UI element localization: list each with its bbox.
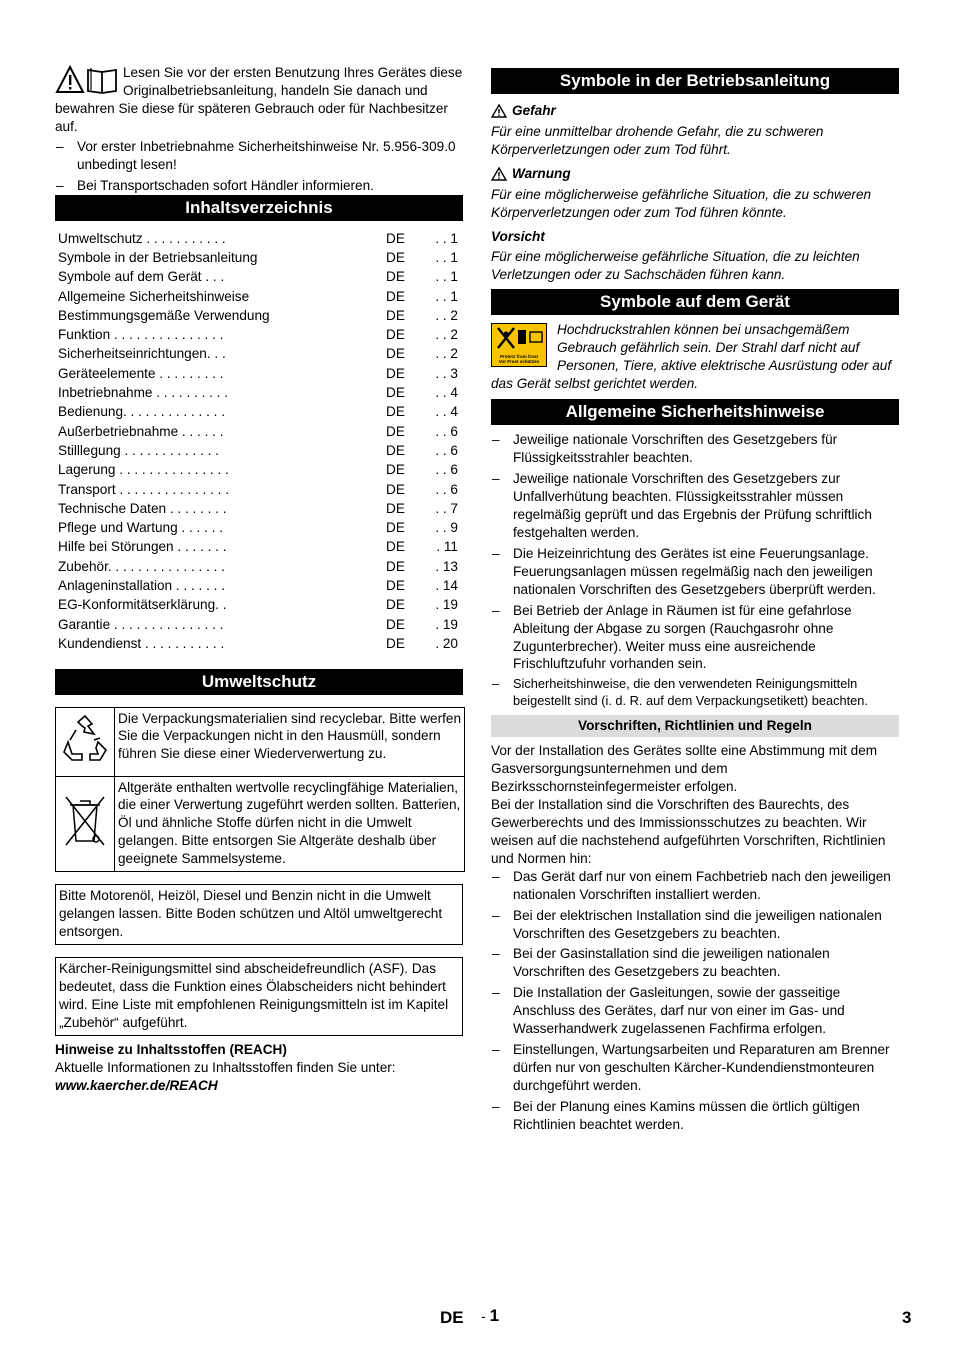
device-warning-label-icon <box>491 323 547 367</box>
toc-entry-lang: DE <box>386 635 405 651</box>
toc-entry-lang: DE <box>386 462 405 478</box>
toc-entry-page: . . 9 <box>435 520 458 536</box>
toc-entry-page: . . 1 <box>435 230 458 246</box>
toc-row[interactable] <box>55 306 463 325</box>
list-item: – Die Installation der Gasleitungen, sowie der gasseitige Anschluss des Gerätes, darf nur von einer im Gas- und Wasserhandwerk zugelassenen Fachfirma erfolgen. <box>491 984 899 1038</box>
vorschriften-heading: Vorschriften, Richtlinien und Regeln <box>491 715 899 737</box>
toc-entry-lang: DE <box>386 481 405 497</box>
warning-triangle-icon <box>491 104 507 118</box>
toc-entry-title: Hilfe bei Störungen . . . . . . . <box>58 539 227 555</box>
list-item: – Das Gerät darf nur von einem Fachbetrieb nach den jeweiligen nationalen Vorschriften installiert werden. <box>491 868 899 904</box>
toc-entry-title: Funktion . . . . . . . . . . . . . . . <box>58 327 224 343</box>
toc-entry-lang: DE <box>386 346 405 362</box>
frost-label-line1: Protect from frost <box>499 354 538 360</box>
intro-text: Lesen Sie vor der ersten Benutzung Ihres Gerätes diese Originalbetriebsanleitung, handeln Sie danach und bewahren Sie diese für späteren Gebrauch oder für Nachbesitzer auf. <box>55 65 463 134</box>
toc-entry-title: Anlageninstallation . . . . . . . <box>58 578 225 594</box>
symbole-ba-heading: Symbole in der Betriebsanleitung <box>491 68 899 94</box>
toc-row[interactable] <box>55 287 463 306</box>
toc-entry-title: Zubehör. . . . . . . . . . . . . . . . <box>58 558 225 574</box>
toc-entry-title: Stilllegung . . . . . . . . . . . . . <box>58 442 219 458</box>
oil-note: Bitte Motorenöl, Heizöl, Diesel und Benzin nicht in die Umwelt gelangen lassen. Bitte Boden schützen und Altöl umweltgerecht entsorgen. <box>55 884 463 945</box>
toc-entry-lang: DE <box>386 539 405 555</box>
toc-entry-title: Bestimmungsgemäße Verwendung <box>58 307 270 323</box>
eco-table <box>55 707 465 873</box>
footer-local-page <box>481 1305 499 1327</box>
toc-entry-title: Symbole auf dem Gerät . . . <box>58 269 225 285</box>
symbole-geraet-text: Hochdruckstrahlen können bei unsachgemäßem Gebrauch gefährlich sein. Der Strahl darf nicht auf Personen, Tiere, aktive elektrische Ausrüstung oder auf das Gerät selbst gerichtet werden. <box>491 322 892 392</box>
list-item: – Bei Betrieb der Anlage in Räumen ist für eine gefahrlose Ableitung der Abgase zu sorgen (Rauchgasrohr ohne Zugunterbrecher). Weiter muss eine ausreichende Frischluftzufuhr vorhanden sein. <box>491 602 899 674</box>
vorschriften-para1: Vor der Installation des Gerätes sollte eine Abstimmung mit dem Gasversorgungsunternehmen und dem Bezirksschornsteinfegermeister erfolgen. <box>491 743 878 795</box>
toc-entry-title: Außerbetriebnahme . . . . . . <box>58 423 224 439</box>
toc-entry-page: . . 4 <box>435 404 458 420</box>
toc-entry-lang: DE <box>386 520 405 536</box>
toc-row[interactable] <box>55 576 463 595</box>
toc-row[interactable] <box>55 268 463 287</box>
toc-row[interactable] <box>55 441 463 460</box>
toc-entry-page: . 13 <box>435 558 458 574</box>
vorschriften-list <box>491 868 899 1134</box>
toc-row[interactable] <box>55 615 463 634</box>
toc-row[interactable] <box>55 557 463 576</box>
toc-entry-page: . 20 <box>435 635 458 651</box>
toc-entry-lang: DE <box>386 307 405 323</box>
reach-link[interactable]: www.kaercher.de/REACH <box>55 1077 218 1093</box>
toc-entry-page: . . 6 <box>435 481 458 497</box>
toc-entry-page: . . 1 <box>435 269 458 285</box>
crossed-bin-icon <box>56 776 115 872</box>
toc-row[interactable] <box>55 596 463 615</box>
umwelt-heading: Umweltschutz <box>55 669 463 695</box>
toc-entry-title: Transport . . . . . . . . . . . . . . . <box>58 481 229 497</box>
warning-and-manual-icon <box>55 64 119 96</box>
toc-entry-lang: DE <box>386 500 405 516</box>
toc-row[interactable] <box>55 422 463 441</box>
toc-entry-lang: DE <box>386 230 405 246</box>
toc-row[interactable] <box>55 345 463 364</box>
toc-entry-title: Geräteelemente . . . . . . . . . <box>58 365 224 381</box>
toc-row[interactable] <box>55 480 463 499</box>
toc-entry-page: . . 6 <box>435 423 458 439</box>
toc-entry-lang: DE <box>386 404 405 420</box>
list-item: – Jeweilige nationale Vorschriften des Gesetzgebers für Flüssigkeitsstrahler beachten. <box>491 431 899 467</box>
list-item: – Sicherheitshinweise, die den verwendeten Reinigungsmitteln beigestellt sind (i. d. R. auf dem Verpackungsetikett) beachten. <box>491 676 899 710</box>
footer-local-number: 1 <box>489 1306 500 1325</box>
gefahr-label: Gefahr <box>512 103 556 118</box>
toc-row[interactable] <box>55 538 463 557</box>
toc-entry-title: Pflege und Wartung . . . . . . <box>58 520 223 536</box>
toc-row[interactable] <box>55 403 463 422</box>
toc-entry-lang: DE <box>386 385 405 401</box>
asf-note: Kärcher-Reinigungsmittel sind abscheidefreundlich (ASF). Das bedeutet, dass die Funktion eines Ölabscheiders nicht behindert wird. Eine Liste mit empfohlenen Reinigungsmitteln ist im Kapitel „Zubehör“ aufgeführt. <box>55 957 463 1036</box>
toc-entry-page: . . 1 <box>435 249 458 265</box>
symbole-geraet-block <box>491 321 899 393</box>
weee-text: Altgeräte enthalten wertvolle recyclingfähige Materialien, die einer Verwertung zugeführt werden sollten. Batterien, Öl und ähnliche Stoffe dürfen nicht in die Umwelt gelangen. Bitte entsorgen Sie Altgeräte deshalb über geeignete Sammelsysteme. <box>115 776 465 872</box>
toc-heading: Inhaltsverzeichnis <box>55 195 463 221</box>
toc-entry-page: . . 2 <box>435 327 458 343</box>
intro-list <box>55 138 463 195</box>
toc-entry-lang: DE <box>386 365 405 381</box>
sicherheit-list <box>491 431 899 710</box>
sicherheit-heading: Allgemeine Sicherheitshinweise <box>491 399 899 425</box>
footer-page-number: 3 <box>902 1308 912 1327</box>
vorschriften-para2: Bei der Installation sind die Vorschriften des Baurechts, des Gewerberechts und des Immissionsschutzes zu beachten. Wir weisen auf die nachstehend aufgeführten Vorschriften, Richtlinien und Normen hin: <box>491 796 886 866</box>
toc-entry-page: . . 1 <box>435 288 458 304</box>
toc-row[interactable] <box>55 499 463 518</box>
toc-entry-lang: DE <box>386 616 405 632</box>
toc-entry-title: Umweltschutz . . . . . . . . . . . <box>58 230 226 246</box>
vorsicht-heading <box>491 228 899 246</box>
toc-entry-page: . . 6 <box>435 462 458 478</box>
toc-row[interactable] <box>55 518 463 537</box>
toc-entry-page: . . 3 <box>435 365 458 381</box>
toc-entry-title: Allgemeine Sicherheitshinweise <box>58 288 250 304</box>
toc-entry-title: Kundendienst . . . . . . . . . . . <box>58 635 225 651</box>
recycle-icon <box>56 707 115 776</box>
footer-dash: - <box>481 1308 486 1324</box>
toc-entry-lang: DE <box>386 558 405 574</box>
toc-entry-page: . 11 <box>436 539 458 555</box>
vorsicht-label: Vorsicht <box>491 228 545 244</box>
toc-entry-lang: DE <box>386 327 405 343</box>
gefahr-text: Für eine unmittelbar drohende Gefahr, die zu schweren Körperverletzungen oder zum Tod führt. <box>491 123 824 157</box>
reach-text: Aktuelle Informationen zu Inhaltsstoffen finden Sie unter: <box>55 1059 396 1075</box>
toc-entry-lang: DE <box>386 578 405 594</box>
toc-entry-page: . . 6 <box>435 442 458 458</box>
right-column <box>491 68 899 1137</box>
toc-entry-lang: DE <box>386 423 405 439</box>
toc-entry-page: . 19 <box>435 597 458 613</box>
list-item: – Bei Transportschaden sofort Händler informieren. <box>55 177 463 195</box>
gefahr-heading <box>491 102 899 120</box>
toc-entry-lang: DE <box>386 597 405 613</box>
toc-entry-title: Inbetriebnahme . . . . . . . . . . <box>58 385 229 401</box>
left-column <box>55 195 463 1095</box>
toc-entry-title: Bedienung. . . . . . . . . . . . . . <box>58 404 225 420</box>
toc-table <box>55 229 463 654</box>
list-item: – Die Heizeinrichtung des Gerätes ist eine Feuerungsanlage. Feuerungsanlagen müssen regelmäßig nach den jeweiligen nationalen Vorschriften des Gesetzgebers überprüft werden. <box>491 545 899 599</box>
toc-row[interactable] <box>55 325 463 344</box>
toc-entry-title: Lagerung . . . . . . . . . . . . . . . <box>58 462 229 478</box>
list-item: – Bei der Planung eines Kamins müssen die örtlich gültigen Richtlinien beachtet werden. <box>491 1098 899 1134</box>
list-item: – Bei der elektrischen Installation sind die jeweiligen nationalen Vorschriften des Gesetzgebers zu beachten. <box>491 907 899 943</box>
toc-entry-lang: DE <box>386 249 405 265</box>
list-item: – Vor erster Inbetriebnahme Sicherheitshinweise Nr. 5.956-309.0 unbedingt lesen! <box>55 138 463 174</box>
footer-lang: DE <box>440 1308 464 1327</box>
symbole-geraet-heading: Symbole auf dem Gerät <box>491 289 899 315</box>
list-item: – Einstellungen, Wartungsarbeiten und Reparaturen am Brenner dürfen nur von geschulten Kärcher-Kundendienstmonteuren durchgeführt werden. <box>491 1041 899 1095</box>
toc-entry-page: . 19 <box>435 616 458 632</box>
toc-entry-lang: DE <box>386 269 405 285</box>
toc-row[interactable] <box>55 634 463 653</box>
toc-entry-title: Sicherheitseinrichtungen. . . <box>58 346 226 362</box>
toc-entry-title: Technische Daten . . . . . . . . <box>58 500 227 516</box>
toc-entry-title: Symbole in der Betriebsanleitung <box>58 249 258 265</box>
toc-entry-title: EG-Konformitätserklärung. . <box>58 597 227 613</box>
warnung-label: Warnung <box>512 165 571 181</box>
warning-triangle-icon <box>491 167 507 181</box>
toc-row[interactable] <box>55 383 463 402</box>
vorsicht-text: Für eine möglicherweise gefährliche Situation, die zu leichten Verletzungen oder zu Sachschäden führen kann. <box>491 248 860 282</box>
recycle-text: Die Verpackungsmaterialien sind recyclebar. Bitte werfen Sie die Verpackungen nicht in den Hausmüll, sondern führen Sie diese einer Wiederverwertung zu. <box>115 707 465 776</box>
toc-entry-lang: DE <box>386 288 405 304</box>
toc-entry-page: . . 2 <box>435 307 458 323</box>
warnung-heading <box>491 165 899 183</box>
toc-entry-page: . . 4 <box>435 385 458 401</box>
toc-entry-page: . . 7 <box>435 500 458 516</box>
warnung-text: Für eine möglicherweise gefährliche Situation, die zu schweren Körperverletzungen oder zum Tod führen könnte. <box>491 186 872 220</box>
toc-entry-title: Garantie . . . . . . . . . . . . . . . <box>58 616 224 632</box>
toc-row[interactable] <box>55 248 463 267</box>
reach-title: Hinweise zu Inhaltsstoffen (REACH) <box>55 1041 287 1057</box>
toc-entry-page: . 14 <box>435 578 458 594</box>
intro-block <box>55 64 463 198</box>
list-item: – Jeweilige nationale Vorschriften des Gesetzgebers zur Unfallverhütung beachten. Flüssigkeitsstrahler müssen regelmäßig geprüft und das Ergebnis der Prüfung schriftlich festgehalten werden. <box>491 470 899 542</box>
toc-row[interactable] <box>55 229 463 248</box>
list-item: – Bei der Gasinstallation sind die jeweiligen nationalen Vorschriften des Gesetzgebers zu beachten. <box>491 945 899 981</box>
toc-entry-lang: DE <box>386 442 405 458</box>
frost-label-line2: Vor Frost schützen <box>498 359 540 365</box>
toc-row[interactable] <box>55 461 463 480</box>
toc-row[interactable] <box>55 364 463 383</box>
toc-entry-page: . . 2 <box>435 346 458 362</box>
